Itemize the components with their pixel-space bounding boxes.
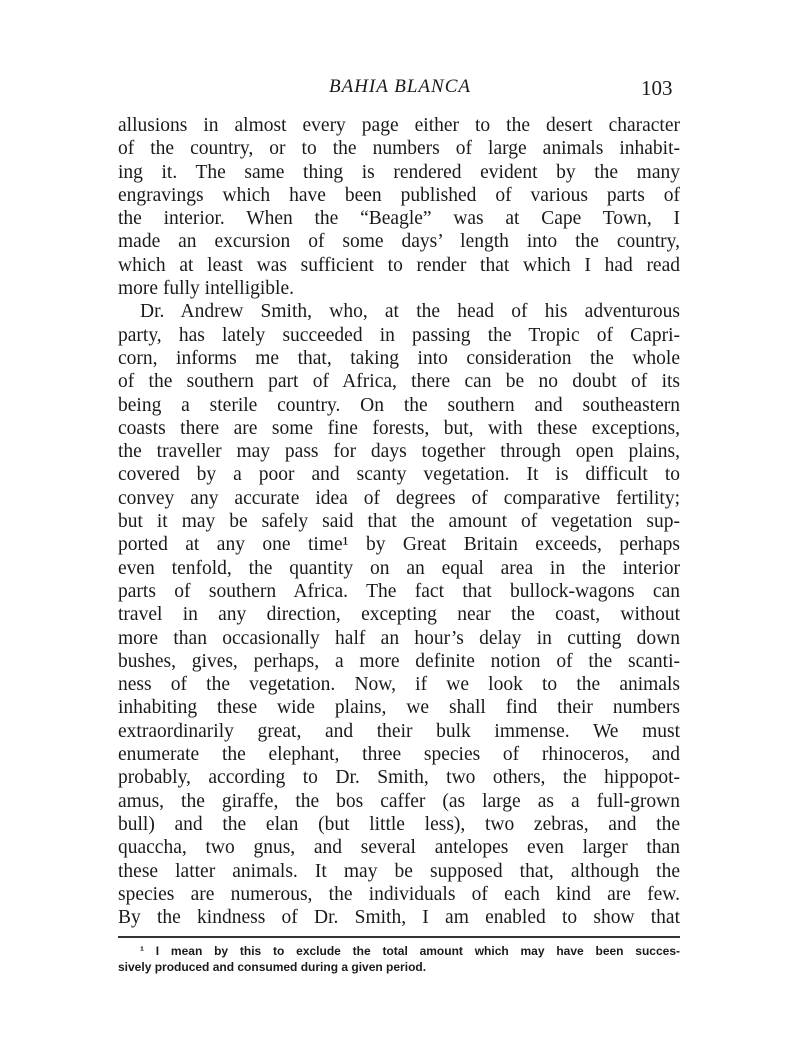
text-line: ported at any one time¹ by Great Britain exceeds, perhaps [118, 534, 680, 556]
text-line: ing it. The same thing is rendered evident by the many [118, 161, 680, 183]
text-line: enumerate the elephant, three species of rhinoceros, and [118, 744, 680, 766]
text-line: amus, the giraffe, the bos caffer (as large as a full-grown [118, 790, 680, 812]
text-line: more than occasionally half an hour’s delay in cutting down [118, 627, 680, 649]
text-line: the interior. When the “Beagle” was at Cape Town, I [118, 208, 680, 230]
running-title: BAHIA BLANCA [328, 76, 471, 97]
text-line: of the southern part of Africa, there can be no doubt of its [118, 371, 680, 393]
text-line: coasts there are some fine forests, but, with these exceptions, [118, 417, 680, 439]
text-line: parts of southern Africa. The fact that bullock-wagons can [118, 580, 680, 602]
text-line: these latter animals. It may be supposed that, although the [118, 860, 680, 882]
text-line: travel in any direction, excepting near the coast, without [118, 604, 680, 626]
text-line: probably, according to Dr. Smith, two others, the hippopot- [118, 767, 680, 789]
footnote [118, 943, 680, 975]
text-line: covered by a poor and scanty vegetation. It is difficult to [118, 464, 680, 486]
text-line: the traveller may pass for days together through open plains, [118, 441, 680, 463]
text-line: even tenfold, the quantity on an equal area in the interior [118, 557, 680, 579]
body-text [118, 114, 680, 929]
text-line: Dr. Andrew Smith, who, at the head of his adventurous [140, 301, 680, 323]
text-line: ness of the vegetation. Now, if we look to the animals [118, 674, 680, 696]
text-line: of the country, or to the numbers of large animals inhabit- [118, 138, 680, 160]
text-line: convey any accurate idea of degrees of comparative fertility; [118, 487, 680, 509]
text-line: bushes, gives, perhaps, a more definite notion of the scanti- [118, 650, 680, 672]
text-line: but it may be safely said that the amount of vegetation sup- [118, 511, 680, 533]
text-line: bull) and the elan (but little less), two zebras, and the [118, 813, 680, 835]
page-number: 103 [641, 76, 673, 100]
text-line: being a sterile country. On the southern and southeastern [118, 394, 680, 416]
text-line: party, has lately succeeded in passing the Tropic of Capri- [118, 324, 680, 346]
text-line: which at least was sufficient to render that which I had read [118, 254, 680, 276]
text-line: corn, informs me that, taking into consideration the whole [118, 347, 680, 369]
footnote-line: ¹ I mean by this to exclude the total amount which may have been succes- [140, 944, 680, 958]
text-line: more fully intelligible. [118, 278, 295, 300]
footnote-line: sively produced and consumed during a given period. [118, 960, 427, 974]
text-line: species are numerous, the individuals of each kind are few. [118, 883, 680, 905]
text-line: engravings which have been published of various parts of [118, 184, 680, 206]
text-line: allusions in almost every page either to the desert character [118, 115, 680, 136]
text-line: made an excursion of some days’ length into the country, [118, 231, 680, 253]
text-line: quaccha, two gnus, and several antelopes even larger than [118, 837, 680, 859]
text-line: By the kindness of Dr. Smith, I am enabled to show that [118, 907, 680, 929]
footnote-divider [118, 936, 680, 938]
text-line: inhabiting these wide plains, we shall find their numbers [118, 697, 680, 719]
text-line: extraordinarily great, and their bulk immense. We must [118, 720, 680, 742]
